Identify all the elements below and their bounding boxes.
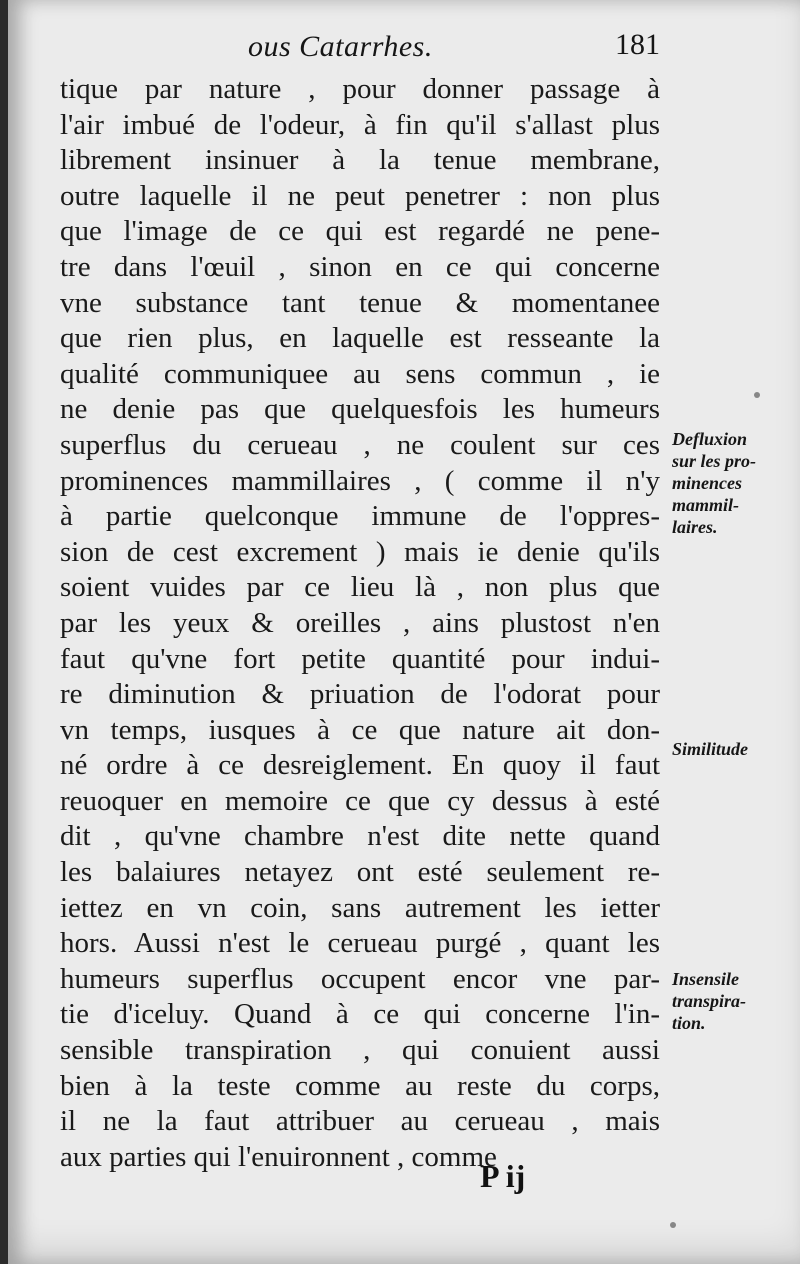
margin-note-defluxion (672, 428, 800, 538)
text-line: sensible transpiration , qui conuient aussi (60, 1034, 660, 1067)
margin-note-line: mammil- (672, 495, 739, 515)
text-line: par les yeux & oreilles , ains plustost n'en (60, 606, 660, 639)
margin-note-line: transpira- (672, 991, 747, 1011)
text-line: vn temps, iusques à ce que nature ait don- (60, 713, 660, 746)
text-line: humeurs superflus occupent encor vne par- (60, 962, 660, 995)
margin-note-line: sur les pro- (672, 451, 757, 471)
text-line: faut qu'vne fort petite quantité pour indui- (60, 642, 660, 675)
text-line: que rien plus, en laquelle est resseante la (60, 322, 660, 355)
margin-note-line: minences (672, 473, 742, 493)
margin-note-similitude (672, 738, 800, 760)
text-line: prominences mammillaires , ( comme il n'y (60, 464, 660, 497)
text-line: sion de cest excrement ) mais ie denie qu'ils (60, 535, 660, 568)
text-line: superflus du cerueau , ne coulent sur ces (60, 428, 660, 461)
text-line: il ne la faut attribuer au cerueau , mais (60, 1105, 660, 1138)
margin-note-line: Similitude (672, 739, 749, 759)
body-text (60, 72, 660, 1175)
text-line: iettez en vn coin, sans autrement les ietter (60, 891, 660, 924)
text-line: reuoquer en memoire ce que cy dessus à esté (60, 784, 660, 817)
text-line: aux parties qui l'enuironnent , comme (60, 1140, 497, 1173)
text-line: tique par nature , pour donner passage à (60, 73, 660, 105)
text-line: dit , qu'vne chambre n'est dite nette quand (60, 820, 660, 853)
book-page (8, 0, 800, 1264)
text-line: l'air imbué de l'odeur, à fin qu'il s'allast plus (60, 108, 660, 141)
margin-note-line: laires. (672, 517, 718, 537)
running-title: ous Catarrhes. (248, 30, 433, 63)
margin-note-line: Defluxion (672, 429, 748, 449)
page-number: 181 (615, 28, 660, 61)
text-line: à partie quelconque immune de l'oppres- (60, 500, 660, 533)
text-line: qualité communiquee au sens commun , ie (60, 357, 660, 390)
text-line: hors. Aussi n'est le cerueau purgé , quant les (60, 927, 660, 960)
text-line: librement insinuer à la tenue membrane, (60, 144, 660, 177)
text-line: outre laquelle il ne peut penetrer : non plus (60, 179, 660, 212)
text-line: soient vuides par ce lieu là , non plus que (60, 571, 660, 604)
text-line: re diminution & priuation de l'odorat pour (60, 678, 660, 711)
ink-speck (754, 392, 760, 398)
text-line: bien à la teste comme au reste du corps, (60, 1069, 660, 1102)
text-line: que l'image de ce qui est regardé ne pene- (60, 215, 660, 248)
text-line: ne denie pas que quelquesfois les humeurs (60, 393, 660, 426)
signature-mark: P ij (480, 1158, 526, 1194)
text-line: tie d'iceluy. Quand à ce qui concerne l'in- (60, 998, 660, 1031)
text-line: né ordre à ce desreiglement. En quoy il faut (60, 749, 660, 782)
text-line: les balaiures netayez ont esté seulement re- (60, 856, 660, 889)
margin-note-line: Insensile (672, 969, 740, 989)
ink-speck (670, 1222, 676, 1228)
margin-note-transpiration (672, 968, 800, 1034)
text-line: vne substance tant tenue & momentanee (60, 286, 660, 319)
text-line: tre dans l'œuil , sinon en ce qui concerne (60, 250, 660, 283)
margin-note-line: tion. (672, 1013, 706, 1033)
